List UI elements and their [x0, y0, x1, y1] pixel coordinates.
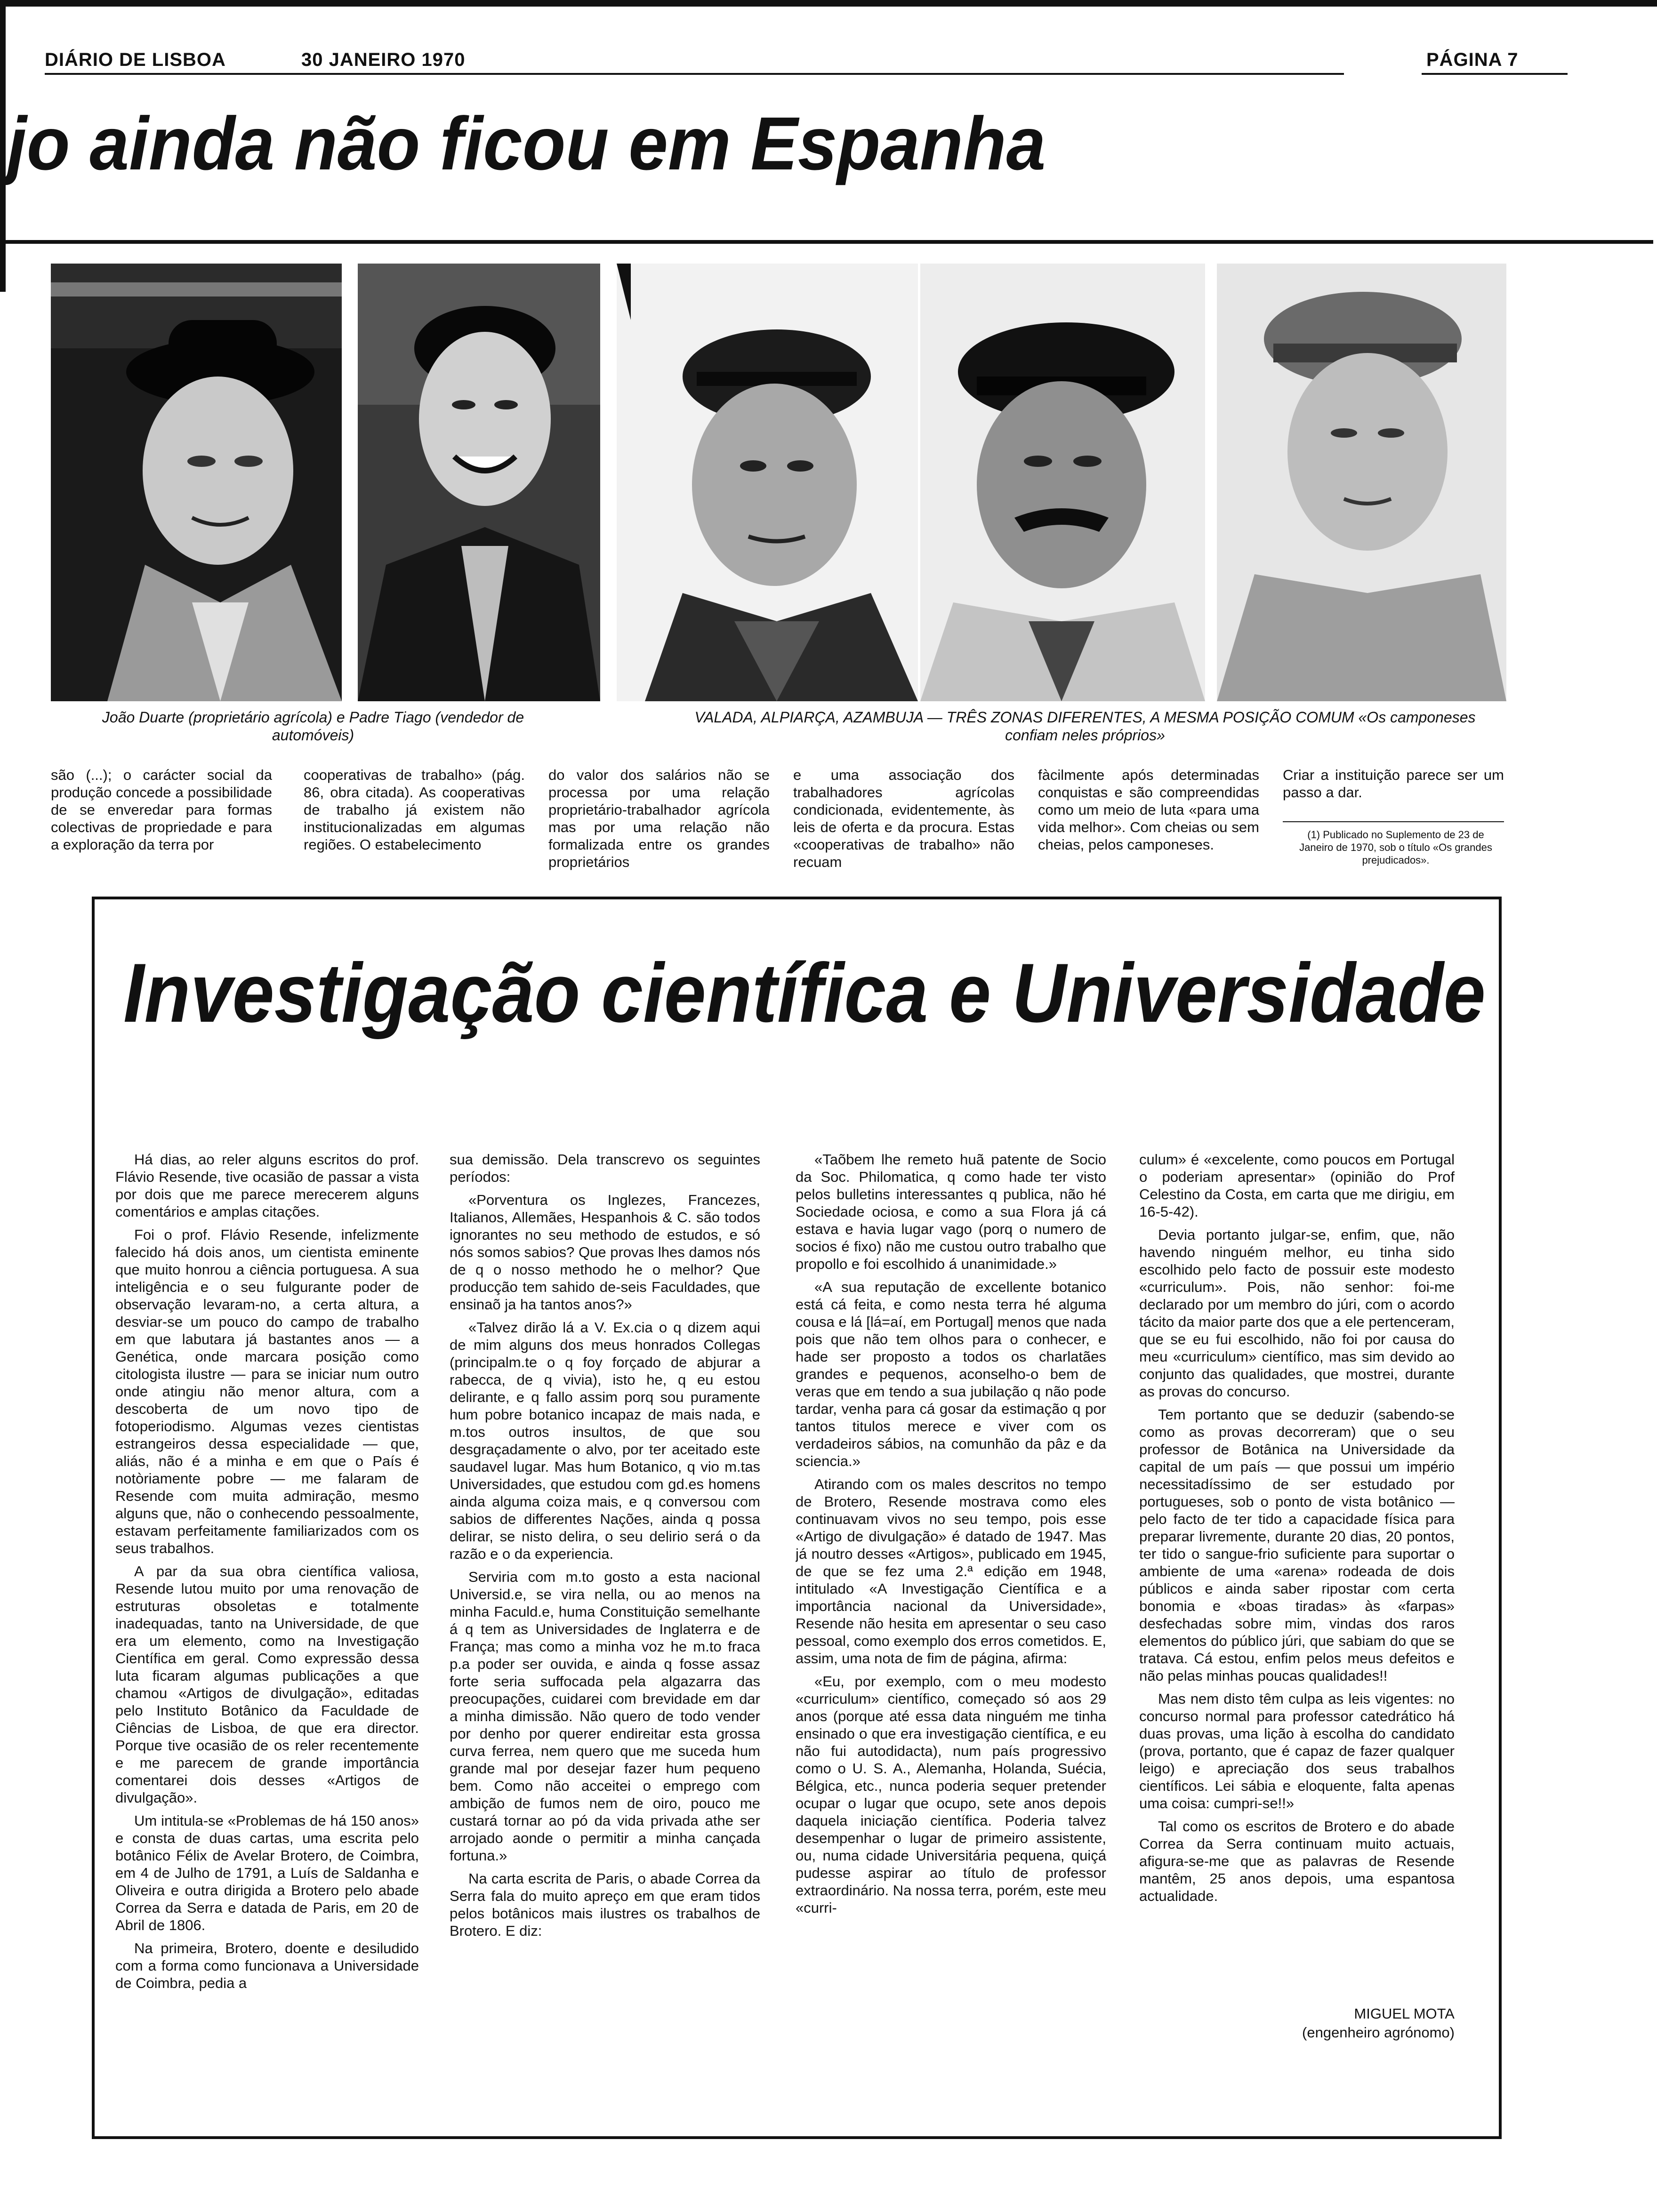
masthead-rule-right — [1422, 73, 1568, 75]
footnote: (1) Publicado no Suplemento de 23 de Janeiro de 1970, sob o título «Os grandes prejudicados». — [1299, 829, 1492, 866]
caption-right: VALADA, ALPIARÇA, AZAMBUJA — TRÊS ZONAS DIFERENTES, A MESMA POSIÇÃO COMUM «Os camponeses confiam neles próprios» — [694, 709, 1476, 744]
top-col-3: do valor dos salários não se processa por uma relação proprietário-trabalhador agrícola mas por uma relação não formalizada entre os grandes proprietários — [548, 767, 770, 870]
left-border-rule — [0, 0, 6, 292]
top-col-2: cooperativas de trabalho» (pág. 86, obra citada). As cooperativas de trabalho já existem não institucionalizadas em algumas regiões. O estabelecimento — [304, 767, 525, 853]
top-col-4: e uma associação dos trabalhadores agrícolas condicionada, evidentemente, às leis de oferta e da procura. Estas «cooperativas de trabalho» não recuam — [793, 767, 1014, 870]
headline-rule — [6, 240, 1653, 244]
photo-joao-duarte — [51, 264, 342, 701]
top-col-6: Criar a instituição parece ser um passo a dar. — [1283, 767, 1504, 801]
top-col-1: são (...); o carácter social da produção concede a possibilidade de se enveredar para formas colectivas de propriedade e para a exploração da terra por — [51, 767, 272, 853]
top-border-rule — [0, 0, 1657, 7]
photo-padre-tiago — [358, 264, 600, 701]
page-number: PÁGINA 7 — [1426, 49, 1519, 70]
top-col-5: fàcilmente após determinadas conquistas e são compreendidas como um meio de luta «para uma vida melhor». Com cheias ou sem cheias, pelos camponeses. — [1038, 767, 1259, 853]
author-name: MIGUEL MOTA — [1354, 2005, 1455, 2022]
photo-campones-1 — [617, 264, 918, 701]
top-article-headline: jo ainda não ficou em Espanha — [7, 101, 1046, 185]
main-col-4: culum» é «excelente, como poucos em Portugal o poderiam apresentar» (opinião do Prof Celestino da Costa, em carta que me dirigiu, em 16-5-42). Devia portanto julgar-se, enfim, que, não havendo ninguém melhor, eu tinha sido escolhido pelo facto de possuir este modesto «curriculum». Pois, não senhor: foi-me declarado por um membro do júri, com o acordo tácito da maior parte dos que a ele pertenceram, que se eu fui escolhido, não foi por causa do meu «curriculum» científico, mas sim devido ao conjunto das qualidades, que mostrei, durante as provas do concurso. Tem portanto que se deduzir (sabendo-se como as provas decorreram) que o seu professor de Botânica na Universidade da capital de um país — que possui um império necessitadíssimo de ser estudado por portugueses, sob o ponto de vista botânico — pelo facto de ter tido a capacidade física para preparar livremente, durante 20 dias, 20 pontos, ter tido o sangue-frio suficiente para suportar o ambiente de uma «arena» rodeada de dois públicos e ainda saber ripostar com certa bonomia e «boas tiradas» às «farpas» desfechadas sobre mim, vindas dos raros elementos do público júri, que sabiam do que se tratava. Cá estou, enfim pelos meus defeitos e não pelas minhas poucas qualidades!! Mas nem disto têm culpa as leis vigentes: no concurso normal para professor catedrático há duas provas, uma lição à escolha do candidato (prova, portanto, que é capaz de fazer qualquer leigo) e apreciação dos seus trabalhos científicos. Lei sábia e eloquente, falta apenas uma coisa: cumpri-se!!» Tal como os escritos de Brotero e do abade Correa da Serra continuam muito actuais, afigura-se-me que as palavras de Resende mantêm, 25 anos depois, uma espantosa actualidade. — [1139, 1151, 1455, 1904]
footnote-rule — [1283, 821, 1504, 822]
author-role: (engenheiro agrónomo) — [1302, 2024, 1455, 2041]
main-col-3: «Taõbem lhe remeto huã patente de Socio da Soc. Philomatica, q como hade ter visto pelos bulletins interessantes q publica, não hé Sociedade ociosa, e como a sua Flora já cá estava e havia lugar vago (porq o numero de socios é fixo) não me custou outro trabalho que propollo e foi escolhido á unanimidade.» «A sua reputação de excellente botanico está cá feita, e como nesta terra hé alguma cousa e lá [lá=aí, em Portugal] menos que nada pois que não tem olhos para o conhecer, e hade ser proposto a todos os charlatães grandes e pequenos, aconselho-o bem de veras que em tendo a sua jubilação q não pode tardar, venha para cá gosar da estimação q por tantos titulos merece e viver com os verdadeiros sábios, na comunhão da pâz e da sciencia.» Atirando com os males descritos no tempo de Brotero, Resende mostrava como eles continuavam vivos no seu tempo, pois esse «Artigo de divulgação» é datado de 1947. Mas já noutro desses «Artigos», publicado em 1945, de que se fez uma 2.ª edição em 1948, intitulado «A Investigação Científica e a importância nacional da Universidade», Resende não hesita em apresentar o seu caso pessoal, como exemplo dos erros cometidos. E, assim, uma nota de fim de página, afirma: «Eu, por exemplo, com o meu modesto «curriculum» científico, começado só aos 29 anos (porque até essa data ninguém me tinha ensinado o que era investigação científica, e eu não fui autodidacta), num país progressivo como o U. S. A., Alemanha, Holanda, Suécia, Bélgica, etc., nunca poderia sequer pretender ocupar o lugar que ocupo, sete anos depois daquela iniciação científica. Poderia talvez desempenhar o lugar de primeiro assistente, ou, numa cidade Universitária pequena, quiçá pudesse aspirar ao título de professor extraordinário. Na nossa terra, porém, este meu «curri- — [796, 1151, 1106, 1916]
photo-campones-3 — [1217, 264, 1506, 701]
issue-date: 30 JANEIRO 1970 — [301, 49, 466, 70]
masthead-rule — [45, 73, 1344, 75]
newspaper-name: DIÁRIO DE LISBOA — [45, 49, 226, 70]
photo-campones-2 — [920, 264, 1205, 701]
main-col-1: Há dias, ao reler alguns escritos do prof. Flávio Resende, tive ocasião de passar a vista por dois que me parece merecerem alguns comentários e amplas citações. Foi o prof. Flávio Resende, infelizmente falecido há dois anos, um cientista eminente que muito honrou a ciência portuguesa. A sua inteligência e o seu fulgurante poder de observação levaram-no, a certa altura, a desviar-se um pouco do campo de trabalho em que labutara já bastantes anos — a Genética, onde marcara posição como citologista ilustre — para se iniciar num outro onde atingiu não menor altura, com a descoberta de um novo tipo de fotoperiodismo. Algumas vezes cientistas estrangeiros dessa especialidade — que, aliás, não é a minha e em que o País é notòriamente pobre — me falaram de Resende com muita admiração, mesmo alguns que, não o conhecendo pessoalmente, estavam perfeitamente familiarizados com os seus trabalhos. A par da sua obra científica valiosa, Resende lutou muito por uma renovação de estruturas obsoletas e totalmente inadequadas, tanto na Universidade, de que era um elemento, como na Investigação Científica em geral. Como expressão dessa luta ficaram algumas publicações a que chamou «Artigos de divulgação», editadas pelo Instituto Botânico da Faculdade de Ciências de Lisboa, de que era director. Porque tive ocasião de os reler recentemente e me parecem de grande importância comentarei dois desses «Artigos de divulgação». Um intitula-se «Problemas de há 150 anos» e consta de duas cartas, uma escrita pelo botânico Félix de Avelar Brotero, de Coimbra, em 4 de Julho de 1791, a Luís de Saldanha e Oliveira e outra dirigida a Brotero pelo abade Correa da Serra e datada de Paris, em 20 de Abril de 1806. Na primeira, Brotero, doente e desiludido com a forma como funcionava a Universidade de Coimbra, pedia a — [115, 1151, 419, 1991]
main-col-2: sua demissão. Dela transcrevo os seguintes períodos: «Porventura os Inglezes, Francezes, Italianos, Allemães, Hespanhois & C. são todos ignorantes no seu methodo de estudos, e só nós somos sabios? Que provas lhes damos nós de q o nosso methodo he o melhor? Que producção tem sahido de-seis Faculdades, que ensinaõ ja ha tantos anos?» «Talvez dirão lá a V. Ex.cia o q dizem aqui de mim alguns dos meus honrados Collegas (principalm.te o q foy forçado de abjurar a rabecca, de q vivia), isto he, q eu estou delirante, e q fallo assim porq sou puramente hum pobre botanico incapaz de mais nada, e m.tos outros insultos, de que sou desgraçadamente o alvo, por ter aceitado este saudavel lugar. Mas hum Botanico, q vio m.tas Universidades, que estudou com gd.es homens ainda alguma coiza mais, e q conversou com sabios de differentes Nações, ainda q possa delirar, se nisto delira, o seu delirio será o da razão e o da experiencia. Serviria com m.to gosto a esta nacional Universid.e, se vira nella, ou ao menos na minha Faculd.e, huma Constituição semelhante á q tem as Universidades de Inglaterra e de França; mas como a minha voz he m.to fraca p.a poder ser ouvida, e ainda q fosse assaz forte seria suffocada pela algazarra das preocupações, cuidarei com brevidade em dar a minha dimissão. Não quero de todo vender por denho por querer endireitar esta grossa curva ferrea, nem quero que me suceda hum grande mal por desejar fazer hum pequeno bem. Como não acceitei o emprego com ambição de fumos nem de oiro, pouco me custará tornar ao pó da vida privada athe ser arrojado aonde o permitir a minha cançada fortuna.» Na carta escrita de Paris, o abade Correa da Serra fala do muito apreço em que eram tidos pelos botânicos mais ilustres os trabalhos de Brotero. E diz: — [450, 1151, 760, 1939]
main-article-headline: Investigação científica e Universidade — [123, 946, 1486, 1040]
caption-left: João Duarte (proprietário agrícola) e Padre Tiago (vendedor de automóveis) — [102, 709, 524, 744]
